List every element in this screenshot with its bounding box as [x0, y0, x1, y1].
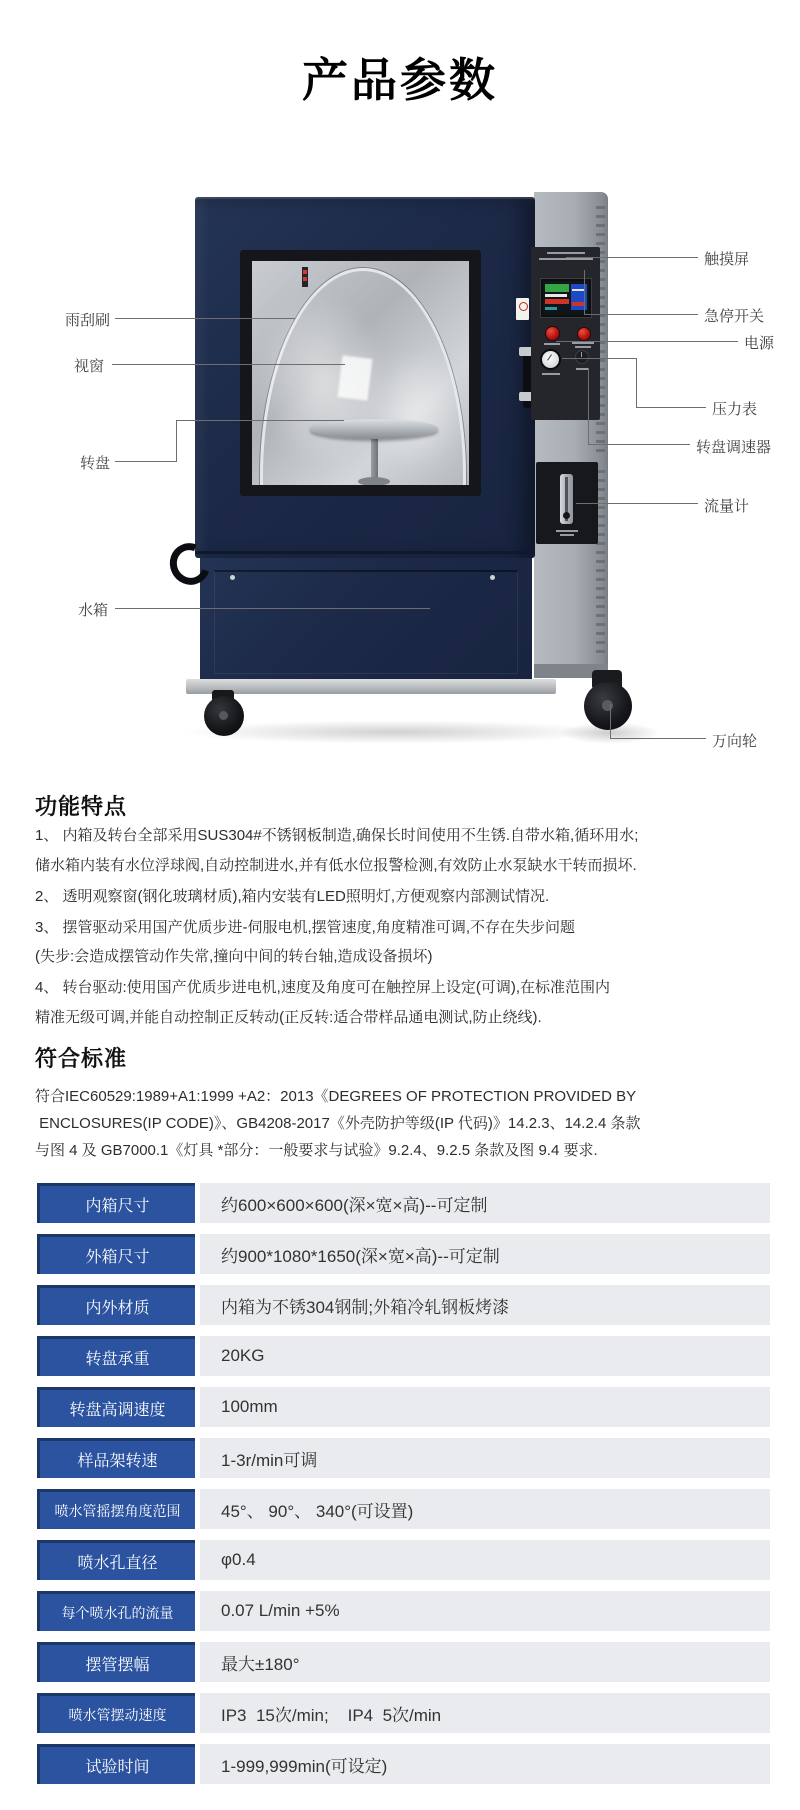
- table-row: [37, 1642, 770, 1682]
- standards-line: 符合IEC60529:1989+A1:1999 +A2：2013《DEGREES OF PROTECTION PROVIDED BY: [35, 1088, 637, 1105]
- power-button[interactable]: [545, 326, 560, 341]
- spec-value: 约600×600×600(深×宽×高)--可定制: [200, 1183, 770, 1223]
- spec-value: 约900*1080*1650(深×宽×高)--可定制: [200, 1234, 770, 1274]
- label-pressure-gauge: 压力表: [712, 401, 758, 418]
- label-emergency-stop: 急停开关: [704, 308, 765, 325]
- screen-teal-bit: [545, 307, 557, 310]
- tank-screw-right: [490, 575, 495, 580]
- panel-subtitle-text: [539, 258, 593, 260]
- window-glass: [252, 261, 469, 485]
- table-row: [37, 1387, 770, 1427]
- spec-label: 试验时间: [37, 1744, 195, 1784]
- tank-screw-left: [230, 575, 235, 580]
- standards-heading: 符合标准: [35, 1046, 128, 1071]
- power-button-label: [544, 343, 560, 345]
- machine-image: [0, 0, 800, 770]
- spec-value: 1-3r/min可调: [200, 1438, 770, 1478]
- machine-base: [186, 679, 556, 694]
- spec-value: 100mm: [200, 1387, 770, 1427]
- table-row: [37, 1285, 770, 1325]
- line-estop-a: [584, 270, 585, 315]
- sample-paper: [338, 355, 373, 400]
- table-row: [37, 1438, 770, 1478]
- features-line: 4、 转台驱动:使用国产优质步进电机,速度及角度可在触控屏上设定(可调),在标准范围内: [35, 979, 611, 996]
- features-line: 储水箱内装有水位浮球阀,自动控制进水,并有低水位报警检测,有效防止水泵缺水干转而损坏.: [35, 857, 637, 874]
- spec-label: 外箱尺寸: [37, 1234, 195, 1274]
- table-row: [37, 1183, 770, 1223]
- emergency-stop-label: [572, 342, 594, 344]
- spec-value: 内箱为不锈304钢制;外箱冷轧钢板烤漆: [200, 1285, 770, 1325]
- gauge-label: [542, 373, 560, 375]
- flow-meter-label-2: [560, 534, 574, 536]
- spec-label: 摆管摆幅: [37, 1642, 195, 1682]
- line-turntable-a: [115, 461, 176, 462]
- screen-green-area: [545, 284, 569, 292]
- features-line: 2、 透明观察窗(钢化玻璃材质),箱内安装有LED照明灯,方便观察内部测试情况.: [35, 888, 550, 905]
- table-row: [37, 1540, 770, 1580]
- speed-knob[interactable]: [575, 350, 589, 364]
- line-water-tank: [115, 608, 430, 609]
- line-speed-b: [588, 444, 690, 445]
- spec-value: 45°、 90°、 340°(可设置): [200, 1489, 770, 1529]
- screen-display: [543, 281, 589, 315]
- turntable-base: [358, 477, 390, 485]
- chamber-door-seam: [195, 551, 535, 554]
- line-rain-wiper: [115, 318, 295, 319]
- caster-hub-left: [219, 711, 228, 720]
- flow-meter-float: [563, 512, 570, 519]
- turntable-disc: [310, 419, 438, 439]
- screen-red-bar: [545, 299, 569, 304]
- caster-hub-right: [602, 700, 613, 711]
- screen-white-row: [545, 294, 567, 297]
- spec-label: 样品架转速: [37, 1438, 195, 1478]
- table-row: [37, 1744, 770, 1784]
- line-gauge-a: [562, 358, 636, 359]
- knob-label: [576, 368, 588, 370]
- emergency-stop-button[interactable]: [577, 327, 591, 341]
- spec-label: 每个喷水孔的流量: [37, 1591, 195, 1631]
- line-turntable-b: [176, 420, 177, 462]
- standards-line: ENCLOSURES(IP CODE)》、GB4208-2017《外壳防护等级(IP 代码)》14.2.3、14.2.4 条款: [35, 1115, 641, 1132]
- table-row: [37, 1693, 770, 1733]
- spec-label: 转盘承重: [37, 1336, 195, 1376]
- line-turntable-c: [176, 420, 344, 421]
- panel-brand-text: [547, 252, 585, 254]
- table-row: [37, 1336, 770, 1376]
- line-power: [556, 341, 738, 342]
- water-tank-panel: [214, 570, 518, 674]
- line-speed-a: [588, 368, 589, 445]
- features-line: 1、 内箱及转台全部采用SUS304#不锈钢板制造,确保长时间使用不生锈.自带水箱,循环用水;: [35, 827, 639, 844]
- label-flow-meter: 流量计: [704, 498, 750, 515]
- warning-sticker-symbol: [519, 302, 528, 311]
- features-heading: 功能特点: [35, 794, 128, 819]
- sensor-red-light-2: [303, 277, 307, 281]
- label-water-tank: 水箱: [77, 602, 108, 619]
- line-estop-b: [584, 314, 698, 315]
- pressure-gauge: [540, 349, 561, 370]
- glass-reflection-2: [368, 345, 464, 475]
- spec-label: 转盘高调速度: [37, 1387, 195, 1427]
- spec-value: φ0.4: [200, 1540, 770, 1580]
- flow-meter-label: [556, 530, 578, 532]
- features-line: (失步:会造成摆管动作失常,撞向中间的转台轴,造成设备损坏): [35, 948, 433, 965]
- emergency-stop-label-2: [575, 346, 591, 348]
- line-gauge-b: [636, 358, 637, 408]
- spec-label: 内外材质: [37, 1285, 195, 1325]
- control-panel: [531, 247, 600, 420]
- spec-label: 内箱尺寸: [37, 1183, 195, 1223]
- label-universal-wheel: 万向轮: [712, 733, 758, 750]
- sensor-red-light: [303, 270, 307, 274]
- line-caster-b: [610, 738, 706, 739]
- line-flowmeter: [576, 503, 698, 504]
- label-window: 视窗: [73, 358, 104, 375]
- machine-shadow: [180, 720, 610, 744]
- spec-value: 0.07 L/min +5%: [200, 1591, 770, 1631]
- label-rain-wiper: 雨刮刷: [64, 312, 110, 329]
- table-row: [37, 1489, 770, 1529]
- line-window: [112, 364, 345, 365]
- spec-value: 20KG: [200, 1336, 770, 1376]
- knob-pointer: [581, 352, 582, 357]
- spec-value: IP3 15次/min; IP4 5次/min: [200, 1693, 770, 1733]
- label-turntable-speed-controller: 转盘调速器: [696, 439, 772, 456]
- label-turntable: 转盘: [79, 455, 110, 472]
- table-row: [37, 1591, 770, 1631]
- label-power: 电源: [744, 335, 775, 352]
- features-line: 3、 摆管驱动采用国产优质步进-伺服电机,摆管速度,角度精准可调,不存在失步问题: [35, 919, 576, 936]
- line-gauge-c: [636, 407, 706, 408]
- standards-line: 与图 4 及 GB7000.1《灯具 *部分：一般要求与试验》9.2.4、9.2.5 条款及图 9.4 要求.: [35, 1142, 598, 1159]
- spec-label: 喷水孔直径: [37, 1540, 195, 1580]
- spec-label: 喷水管摆动速度: [37, 1693, 195, 1733]
- label-touchscreen: 触摸屏: [704, 251, 750, 268]
- spec-label: 喷水管摇摆角度范围: [37, 1489, 195, 1529]
- line-touchscreen: [566, 257, 698, 258]
- table-row: [37, 1234, 770, 1274]
- spec-value: 最大±180°: [200, 1642, 770, 1682]
- features-line: 精准无级可调,并能自动控制正反转动(正反转:适合带样品通电测试,防止绕线).: [35, 1009, 542, 1026]
- line-caster-a: [610, 704, 611, 739]
- spec-value: 1-999,999min(可设定): [200, 1744, 770, 1784]
- page-title: 产品参数: [302, 54, 498, 106]
